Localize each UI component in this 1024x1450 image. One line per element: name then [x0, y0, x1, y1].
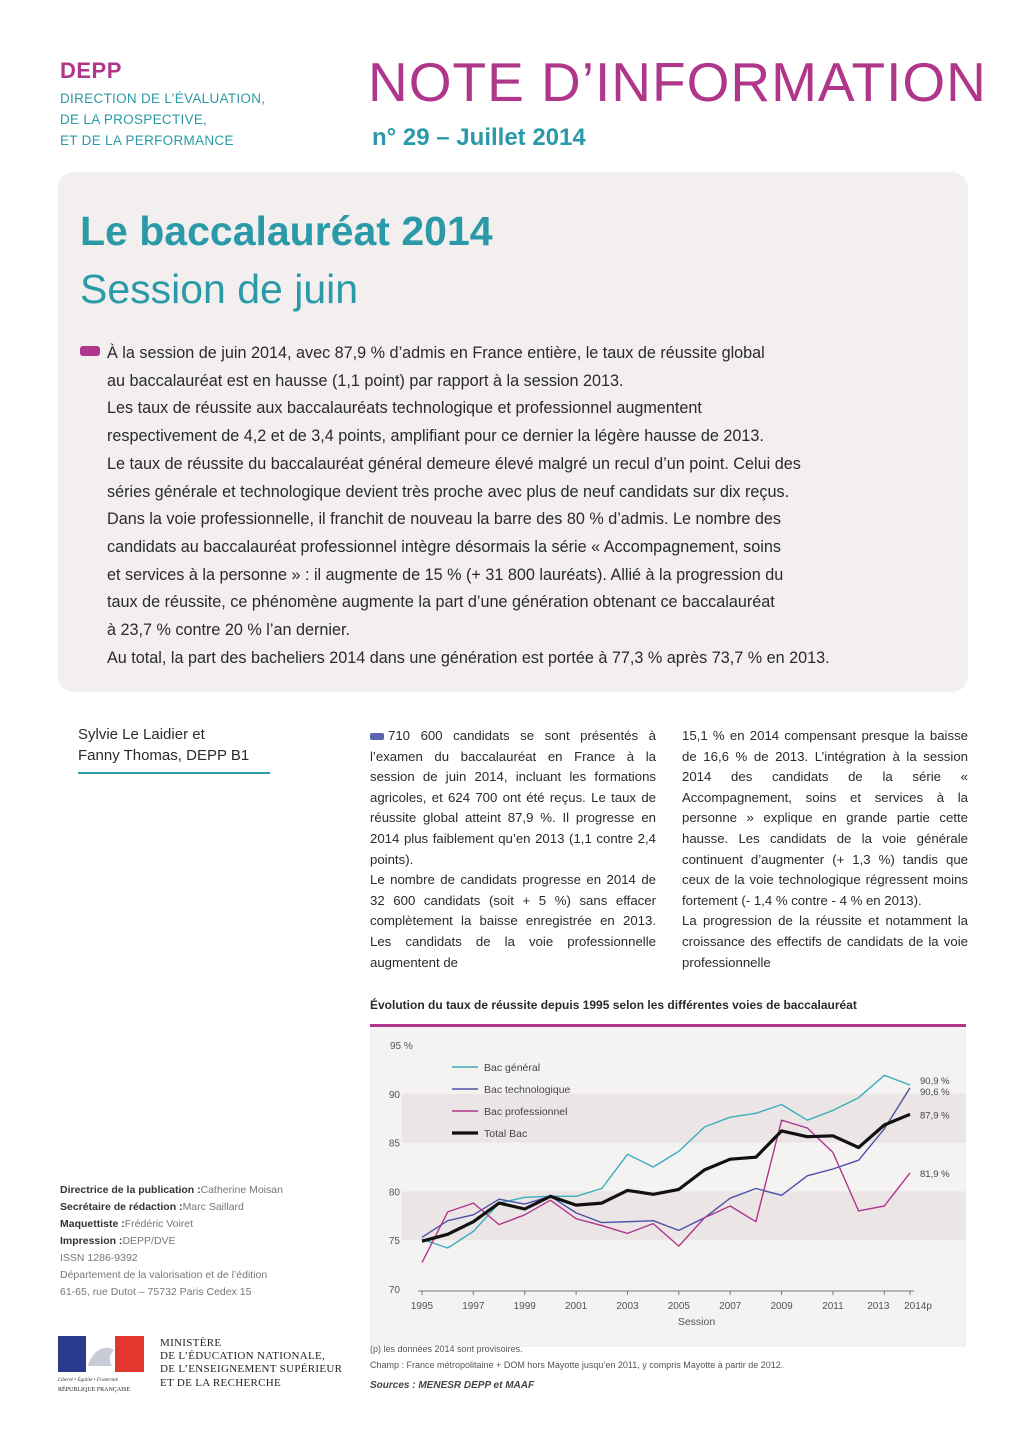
summary-line: taux de réussite, ce phénomène augmente la part d’une génération obtenant ce baccalauréat [107, 593, 775, 612]
colophon-department: Département de la valorisation et de l’édition [60, 1269, 268, 1281]
ministry-line: DE L’ENSEIGNEMENT SUPÉRIEUR [160, 1363, 343, 1376]
body-column-1 [370, 726, 656, 973]
summary-line: respectivement de 4,2 et de 3,4 points, amplifiant pour ce dernier la légère hausse de 2013. [107, 427, 764, 446]
end-value-label: 81,9 % [920, 1168, 950, 1180]
body-paragraph: 15,1 % en 2014 compensant presque la baisse de 16,6 % de 2013. L’intégration à la session 2014 des candidats de la série « Accompagnement, soins et services à la personne » explique en grande partie cette hausse. Les candidats de la voie générale continuent d’augmenter (+ 1,3 %) tandis que ceux de la voie technologique régressent moins fortement (- 1,4 % contre - 4 % en 2013). [682, 728, 968, 908]
logo-republic: RÉPUBLIQUE FRANÇAISE [58, 1387, 131, 1393]
summary-line: au baccalauréat est en hausse (1,1 point) par rapport à la session 2013. [107, 371, 624, 390]
summary-line: Dans la voie professionnelle, il franchit de nouveau la barre des 80 % d’admis. Le nombre des [107, 510, 781, 529]
ministry-name [160, 1337, 342, 1390]
x-tick-label: 1995 [410, 1301, 434, 1312]
y-tick-label: 90 [388, 1089, 400, 1101]
x-tick-label: 1999 [513, 1301, 536, 1312]
ministry-line: MINISTÈRE [160, 1337, 222, 1349]
x-tick-label: 1997 [462, 1301, 485, 1312]
org-name-line: DIRECTION DE L’ÉVALUATION, [60, 91, 266, 106]
authors-divider [78, 772, 270, 774]
x-tick-label: 2005 [667, 1301, 690, 1312]
colophon-director [60, 1182, 283, 1199]
summary-line: Les taux de réussite aux baccalauréats technologique et professionnel augmentent [107, 399, 702, 418]
legend-label: Bac général [484, 1062, 541, 1074]
end-value-label: 90,9 % [920, 1076, 950, 1088]
end-value-label: 87,9 % [920, 1110, 950, 1122]
org-name [60, 88, 360, 151]
chart-note-provisional: (p) les données 2014 sont provisoires. [370, 1344, 523, 1354]
x-tick-label: 2003 [616, 1301, 639, 1312]
paragraph-bullet-icon [370, 733, 384, 740]
summary-line: séries générale et technologique devient très proche avec plus de neuf candidats sur dix reçus. [107, 482, 790, 501]
summary-text [107, 340, 952, 672]
y-tick-label: 70 [388, 1285, 400, 1296]
org-name-line: DE LA PROSPECTIVE, [60, 112, 208, 127]
ministry-line: DE L’ÉDUCATION NATIONALE, [160, 1350, 326, 1363]
x-tick-label: 2009 [770, 1301, 793, 1312]
colophon-label: Secrétaire de rédaction : [60, 1201, 183, 1213]
x-tick-label: 2011 [822, 1301, 844, 1312]
x-tick-label: 2014p [904, 1301, 932, 1312]
legend-label: Bac professionnel [484, 1106, 568, 1118]
line-chart [370, 1027, 966, 1347]
publication-title: NOTE D’INFORMATION [368, 51, 987, 113]
chart-background [370, 1027, 966, 1347]
colophon-value: Frédéric Voiret [124, 1218, 194, 1230]
summary-line: candidats au baccalauréat professionnel intègre désormais la série « Accompagnement, soins [107, 537, 781, 556]
issue-number: n° 29 – Juillet 2014 [372, 124, 586, 151]
authors [78, 724, 249, 766]
colophon-label: Directrice de la publication : [60, 1184, 201, 1196]
article-title: Le baccalauréat 2014 [80, 208, 493, 254]
colophon-value: Marc Saillard [182, 1201, 244, 1213]
legend-label: Bac technologique [484, 1084, 571, 1096]
x-axis-label: Session [677, 1316, 716, 1328]
colophon-address: 61-65, rue Dutot – 75732 Paris Cedex 15 [60, 1286, 252, 1298]
chart-grid-bands [370, 1027, 966, 1347]
colophon-editor [60, 1199, 283, 1216]
summary-line: Au total, la part des bacheliers 2014 dans une génération est portée à 77,3 % après 73,7 % en 2013. [107, 648, 830, 667]
body-paragraph: La progression de la réussite et notamment la croissance des effectifs de candidats de la voie professionnelle [682, 913, 968, 970]
summary-line: et services à la personne » : il augmente de 15 % (+ 31 800 lauréats). Allié à la progression du [107, 565, 784, 584]
colophon-issn: ISSN 1286-9392 [60, 1252, 138, 1264]
colophon-print [60, 1233, 283, 1250]
marianne-logo [58, 1336, 144, 1394]
colophon-label: Maquettiste : [60, 1218, 125, 1230]
colophon-layout [60, 1216, 283, 1233]
body-text: 710 600 candidats se sont présentés à l’examen du baccalauréat en France à la session de juin 2014, incluant les formations agricoles, et 624 700 ont été reçus. Le taux de réussite global atteint 87,9 %. Il progresse en 2014 plus faiblement qu’en 2013 (1,1 contre 2,4 points). [370, 728, 656, 867]
y-unit-label: 95 % [390, 1041, 413, 1052]
ministry-line: ET DE LA RECHERCHE [160, 1376, 282, 1389]
x-tick-label: 2007 [719, 1301, 742, 1312]
colophon-value: DEPP/DVE [122, 1235, 176, 1247]
body-paragraph: Le nombre de candidats progresse en 2014 de 32 600 candidats (soit + 5 %) sans effacer complètement la baisse enregistrée en 2013. Les candidats de la voie professionnelle augmentent de [370, 872, 656, 970]
body-paragraph [370, 726, 656, 870]
chart-sources: Sources : MENESR DEPP et MAAF [370, 1380, 535, 1391]
body-column-2 [682, 726, 968, 973]
y-tick-label: 80 [388, 1187, 400, 1199]
article-subtitle: Session de juin [80, 266, 359, 312]
logo-motto: Liberté • Égalité • Fraternité [58, 1377, 119, 1383]
summary-bullet-icon [80, 346, 100, 356]
x-tick-label: 2001 [564, 1301, 588, 1312]
colophon-label: Impression : [60, 1235, 123, 1247]
author-line: Sylvie Le Laidier et [78, 726, 205, 743]
depp-masthead [60, 58, 360, 151]
x-tick-label: 2013 [867, 1301, 890, 1312]
y-tick-label: 85 [388, 1138, 400, 1150]
legend-label: Total Bac [484, 1128, 528, 1140]
chart-note-scope: Champ : France métropolitaine + DOM hors Mayotte jusqu’en 2011, y compris Mayotte à partir de 2012. [370, 1360, 784, 1370]
y-tick-label: 75 [388, 1236, 400, 1248]
author-line: Fanny Thomas, DEPP B1 [78, 747, 250, 764]
colophon-value: Catherine Moisan [200, 1184, 283, 1196]
org-name-line: ET DE LA PERFORMANCE [60, 133, 234, 148]
summary-line: À la session de juin 2014, avec 87,9 % d’admis en France entière, le taux de réussite global [107, 344, 765, 362]
summary-line: Le taux de réussite du baccalauréat général demeure élevé malgré un recul d’un point. Celui des [107, 454, 801, 473]
summary-line: à 23,7 % contre 20 % l’an dernier. [107, 621, 350, 640]
grid-band [402, 1191, 966, 1240]
org-acronym: DEPP [60, 58, 122, 83]
colophon [60, 1182, 283, 1301]
end-value-label: 90,6 % [920, 1086, 950, 1098]
chart-title: Évolution du taux de réussite depuis 1995 selon les différentes voies de baccalauréat [370, 998, 857, 1012]
